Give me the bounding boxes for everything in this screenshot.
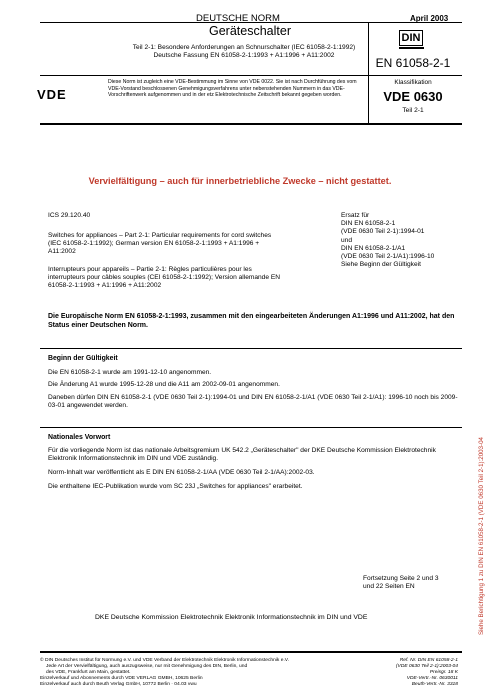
ics-code: ICS 29.120.40 (48, 212, 91, 219)
eu-statement: Die Europäische Norm EN 61058-2-1:1993, zusammen mit den eingearbeiteten Änderungen A1:1996 und A11:2002, hat den Status einer Deutschen Norm. (48, 313, 455, 329)
footer-ref-line: Ref. Nr. DIN EN 61058-2-1 (399, 658, 458, 663)
footer-line: Jede Art der Vervielfältigung, auch auszugsweise, nur mit Genehmigung des DIN, Berlin, und (46, 664, 248, 670)
publication-date: April 2003 (410, 14, 449, 23)
gueltigkeit-heading: Beginn der Gültigkeit (48, 355, 118, 362)
ersatz-line: DIN EN 61058-2-1 (341, 220, 396, 228)
vde-number: VDE 0630 (383, 89, 443, 104)
dke-line: DKE Deutsche Kommission Elektrotechnik Elektronik Informationstechnik im DIN und VDE (95, 614, 368, 621)
vorwort-paragraph: Für die vorliegende Norm ist das nationale Arbeitsgremium UK 542.2 „Geräteschalter" der DKE Deutsche Kommission Elektrotechnik Elektronik Informationstechnik im DIN und VDE zuständig. (48, 447, 436, 463)
vorwort-paragraph: Die enthaltene IEC-Publikation wurde vom SC 23J „Switches for appliances" erarbeitet. (48, 483, 303, 490)
footer-reference (370, 658, 458, 688)
section-rule-1 (40, 348, 462, 349)
continuation-line: Fortsetzung Seite 2 und 3 (363, 575, 439, 582)
ersatz-line: (VDE 0630 Teil 2-1):1994-01 (341, 228, 425, 236)
gueltigkeit-paragraph: Daneben dürfen DIN EN 61058-2-1 (VDE 0630 Teil 2-1):1994-01 und DIN EN 61058-2-1/A1 (VDE 0630 Teil 2-1/A1): 1996-10 noch bis 2009-03-01 angewendet werden. (48, 394, 458, 410)
footer-ref-line: VDE-Vertr.-Nr. 0630011 (406, 676, 458, 682)
document-title: Geräteschalter (209, 24, 291, 38)
bottom-rule (40, 651, 462, 653)
gueltigkeit-paragraph: Die Änderung A1 wurde 1995-12-28 und die A11 am 2002-09-01 angenommen. (48, 381, 280, 388)
ersatz-line: DIN EN 61058-2-1/A1 (341, 244, 406, 252)
french-title: Interrupteurs pour appareils – Partie 2-1: Règles particulières pour les interrupteurs pour câbles souples (CEI 61058-2-1:1992); Version allemande EN 61058-2-1:1993 + A1:1996 + A11:2002 (48, 266, 281, 290)
footer-ref-line: Preisgr. 18 K (429, 670, 458, 676)
section-rule-2 (40, 427, 462, 428)
footer-line: © DIN Deutsches Institut für Normung e.V. und VDE Verband der Elektrotechnik Elektronik Informationstechnik e.V. (40, 658, 289, 663)
side-notice-text: Siehe Berichtigung 1 zu DIN EN 61058-2-1 (VDE 0630 Teil 2-1):2003-04 (478, 437, 485, 635)
document-subtitle: Teil 2-1: Besondere Anforderungen an Schnurschalter (IEC 61058-2-1:1992) Deutsche Fassung EN 61058-2-1:1993 + A1:1996 + A11:2002 (132, 44, 356, 60)
side-notice (478, 25, 486, 655)
vde-notice: Diese Norm ist zugleich eine VDE-Bestimmung im Sinne von VDE 0022. Sie ist nach Durchführung des vom VDE-Vorstand beschlossenen Genehmigungsverfahrens unter nebenstehenden Nummern in das VDE-Vorschriftenwerk aufgenommen und in der etz Elektrotechnische Zeitschrift bekannt gegeben worden. (108, 79, 357, 99)
vorwort-heading: Nationales Vorwort (48, 434, 111, 441)
continuation-note (363, 575, 463, 591)
vde-upper-rule (40, 75, 462, 76)
ersatz-line: und (341, 236, 353, 244)
footer-ref-line: (VDE 0630 Teil 2-1):2003-04 (395, 664, 458, 670)
continuation-line: und 22 Seiten EN (363, 583, 415, 591)
vorwort-paragraph: Norm-Inhalt war veröffentlicht als E DIN EN 61058-2-1/AA (VDE 0630 Teil 2-1/AA):2002-03. (48, 469, 315, 476)
vde-logo (37, 88, 81, 100)
footer-line: des VDE, Frankfurt am Main, gestattet. (46, 670, 131, 676)
ersatz-line: Siehe Beginn der Gültigkeit (341, 261, 421, 269)
din-logo-underline (399, 47, 424, 49)
norm-number: EN 61058-2-1 (375, 56, 451, 70)
replacement-info (341, 212, 461, 269)
ersatz-line: Ersatz für (341, 212, 370, 219)
gueltigkeit-paragraph: Die EN 61058-2-1 wurde am 1991-12-10 angenommen. (48, 369, 212, 376)
vde-logo-text: VDE (37, 88, 67, 100)
klassifikation-label: Klassifikation (394, 79, 432, 86)
vde-part: Teil 2-1 (402, 107, 424, 114)
footer-ref-line: Beuth-Vertr.-Nr. 3318 (411, 682, 458, 688)
footer-copyright (40, 658, 370, 688)
norm-label: DEUTSCHE NORM (196, 13, 280, 24)
din-logo: DIN (399, 30, 423, 46)
footer-line: Einzelverkauf auch durch Beuth Verlag GmbH, 10772 Berlin · 04.03 vwu (40, 682, 197, 688)
copy-warning: Vervielfältigung – auch für innerbetriebliche Zwecke – nicht gestattet. (88, 176, 392, 186)
english-title: Switches for appliances – Part 2-1: Particular requirements for cord switches (IEC 61058-2-1:1992); German version EN 61058-2-1:1993 + A1:1996 + A11:2002 (48, 232, 272, 256)
header-bottom-rule (40, 123, 462, 125)
ersatz-line: (VDE 0630 Teil 2-1/A1):1996-10 (341, 253, 435, 261)
footer-line: Einzelverkauf und Abonnements durch VDE VERLAG GMBH, 10625 Berlin (40, 676, 203, 682)
